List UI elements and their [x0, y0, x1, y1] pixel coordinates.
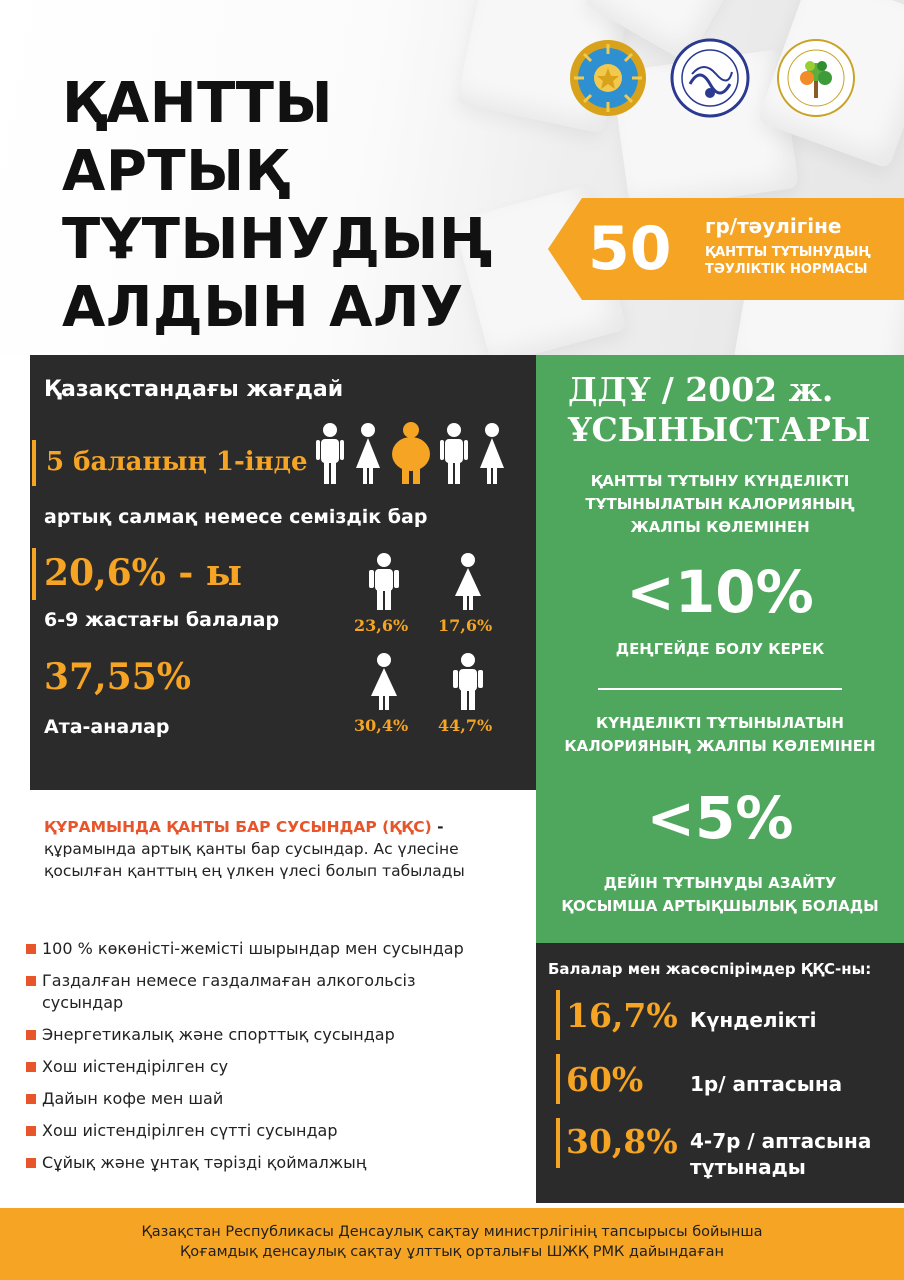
- teens-label-4-7: [690, 1128, 871, 1180]
- title-line: АРТЫҚ: [62, 139, 289, 204]
- title-line: ТҰТЫНУДЫҢ: [62, 207, 493, 272]
- teens-pct-4-7: 30,8%: [566, 1122, 678, 1161]
- fathers-percent: 44,7%: [438, 716, 493, 735]
- mother-icon: [368, 652, 400, 710]
- overweight-text: артық салмақ немесе семіздік бар: [44, 506, 428, 528]
- note-line: ҚАНТТЫ ТҰТЫНУДЫҢ: [705, 245, 871, 260]
- who-value-5: <5%: [646, 784, 794, 852]
- parents-percent: 37,55%: [44, 656, 191, 698]
- teens-label-daily: Күнделікті: [690, 1008, 817, 1032]
- daily-norm-unit: гр/тәулігіне: [705, 214, 842, 238]
- parents-label: Ата-аналар: [44, 716, 170, 738]
- bullet-icon: [26, 1094, 36, 1104]
- bullet-icon: [26, 1062, 36, 1072]
- health-center-tree-logo-icon: [776, 38, 856, 118]
- list-item: Газдалған немесе газдалмаған алкогольсіз: [42, 971, 416, 990]
- text-line: ДЕЙІН ТҰТЫНУДЫ АЗАЙТУ: [603, 874, 837, 892]
- text-line: ТҰТЫНЫЛАТЫН КАЛОРИЯНЫҢ: [585, 495, 855, 513]
- teens-pct-daily: 16,7%: [566, 996, 678, 1035]
- boy-icon: [368, 552, 400, 610]
- children-ratio: 5 баланың 1-інде: [46, 447, 308, 477]
- bullet-icon: [26, 1158, 36, 1168]
- list-item: Дайын кофе мен шай: [42, 1089, 224, 1108]
- label-line: 4-7р / аптасына: [690, 1129, 872, 1153]
- accent-bar: [32, 548, 36, 600]
- bullet-icon: [26, 944, 36, 954]
- teens-pct-weekly: 60%: [566, 1060, 644, 1099]
- who-value-10: <10%: [626, 558, 814, 626]
- list-item: сусындар: [42, 993, 124, 1012]
- list-item: Сұйық және ұнтақ тәрізді қоймалжың: [42, 1153, 367, 1172]
- mothers-percent: 30,4%: [354, 716, 409, 735]
- text-line: КҮНДЕЛІКТІ ТҰТЫНЫЛАТЫН: [596, 714, 844, 732]
- text-line: ҚАНТТЫ ТҰТЫНУ КҮНДЕЛІКТІ: [590, 472, 850, 490]
- note-line: ТӘУЛІКТІК НОРМАСЫ: [705, 262, 868, 277]
- daily-norm-value: 50: [588, 214, 672, 284]
- who-text-3: [536, 712, 904, 758]
- who-text-4: [536, 872, 904, 918]
- bullet-icon: [26, 1030, 36, 1040]
- accent-bar: [556, 1054, 560, 1104]
- accent-bar: [32, 440, 36, 486]
- father-icon: [452, 652, 484, 710]
- who-heading: [568, 370, 888, 450]
- teens-heading: Балалар мен жасөспірімдер ҚҚС-ны:: [548, 960, 872, 978]
- who-heading-line: ДДҰ / 2002 ж.: [568, 370, 834, 409]
- ssb-def-line: қосылған қанттың ең үлкен үлесі болып табылады: [44, 862, 465, 880]
- footer-line: Қазақстан Республикасы Денсаулық сақтау министрлігінің тапсырысы бойынша: [141, 1224, 763, 1240]
- page-title: [62, 70, 532, 342]
- divider: [598, 688, 842, 690]
- who-heading-line: ҰСЫНЫСТАРЫ: [568, 410, 871, 449]
- list-item: Хош иістендірілген су: [42, 1057, 229, 1076]
- title-line: ҚАНТТЫ: [62, 71, 334, 136]
- daily-norm-note: [705, 244, 904, 278]
- accent-bar: [556, 990, 560, 1040]
- footer-line: Қоғамдық денсаулық сақтау ұлттық орталығы ШЖҚ РМК дайындаған: [179, 1244, 725, 1260]
- teens-label-weekly: 1р/ аптасына: [690, 1072, 843, 1096]
- densaulyq-logo-icon: [670, 38, 750, 118]
- who-text-1: [536, 470, 904, 539]
- children-figures-icon: [315, 420, 515, 490]
- text-line: КАЛОРИЯНЫҢ ЖАЛПЫ КӨЛЕМІНЕН: [564, 737, 876, 755]
- text-line: ҚОСЫМША АРТЫҚШЫЛЫҚ БОЛАДЫ: [561, 897, 879, 915]
- boys-percent: 23,6%: [354, 616, 409, 635]
- ssb-def-line: құрамында артық қанты бар сусындар. Ас үлесіне: [44, 840, 459, 858]
- list-item: Энергетикалық және спорттық сусындар: [42, 1025, 395, 1044]
- title-line: АЛДЫН АЛУ: [62, 275, 464, 340]
- girl-icon: [452, 552, 484, 610]
- girls-percent: 17,6%: [438, 616, 493, 635]
- label-line: тұтынады: [690, 1155, 806, 1179]
- bullet-icon: [26, 976, 36, 986]
- who-text-2: ДЕҢГЕЙДЕ БОЛУ КЕРЕК: [615, 640, 825, 658]
- ssb-dash: -: [431, 818, 444, 836]
- kazakhstan-heading: Қазақстандағы жағдай: [44, 377, 344, 402]
- boy-icon: [316, 423, 344, 484]
- children-age-label: 6-9 жастағы балалар: [44, 609, 280, 631]
- text-line: ЖАЛПЫ КӨЛЕМІНЕН: [630, 518, 810, 536]
- footer-text: [0, 1222, 904, 1262]
- kazakhstan-emblem-icon: [568, 38, 648, 118]
- children-percent: 20,6% - ы: [44, 552, 242, 594]
- list-item: Хош иістендірілген сүтті сусындар: [42, 1121, 338, 1140]
- list-item: 100 % көкөністі-жемісті шырындар мен сусындар: [42, 939, 464, 958]
- accent-bar: [556, 1118, 560, 1168]
- ssb-term: ҚҰРАМЫНДА ҚАНТЫ БАР СУСЫНДАР (ҚҚС): [44, 818, 432, 836]
- bullet-icon: [26, 1126, 36, 1136]
- ssb-definition: [44, 816, 524, 882]
